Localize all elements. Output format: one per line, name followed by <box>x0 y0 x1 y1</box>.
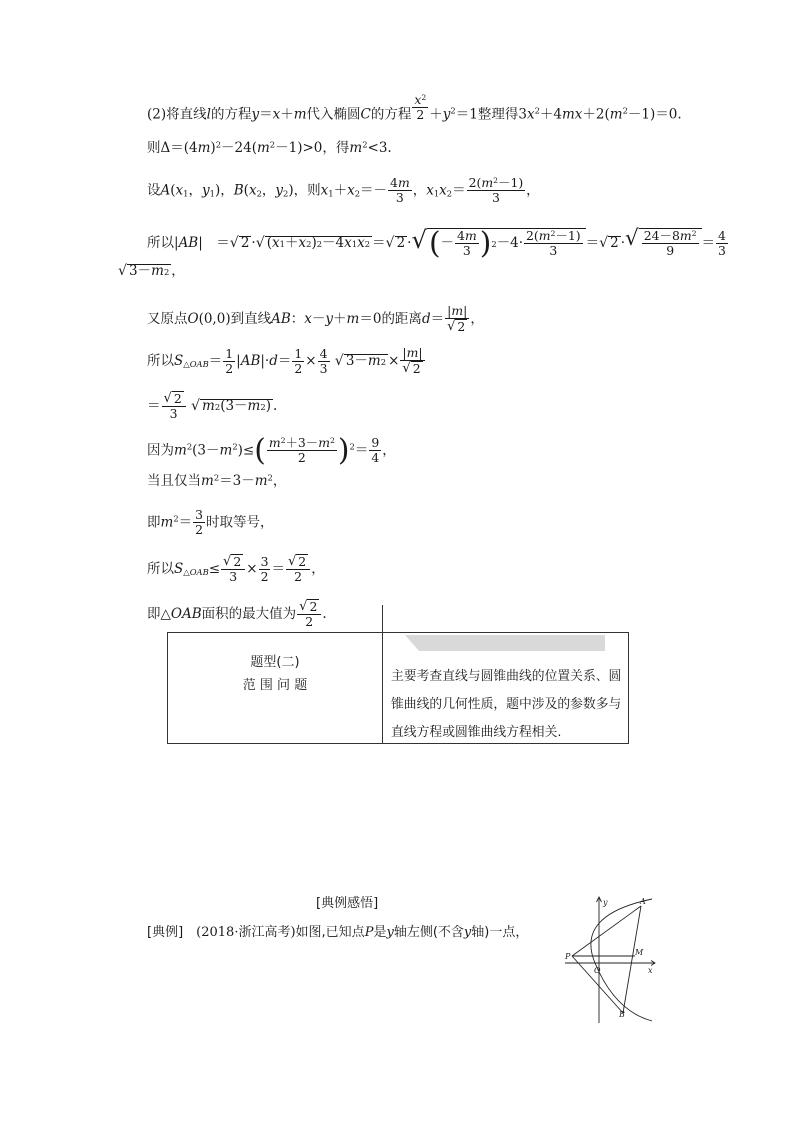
solution-line-2: 则$\Delta=(4m)^2-24(m^2-1)>0$，得$m^2<3$. <box>147 139 392 156</box>
text: 的方程 <box>210 106 252 123</box>
segment-PB <box>572 956 623 1013</box>
text: 当且仅当 <box>147 473 201 489</box>
text: 整理得 <box>477 106 519 123</box>
example-source: (2018·浙江高考) <box>196 925 296 940</box>
parabola-figure <box>555 893 665 1025</box>
text: 则 <box>147 140 161 156</box>
label-y: y <box>603 898 608 907</box>
example-tag: [典例] <box>147 925 184 940</box>
text: 轴)一点， <box>471 925 529 940</box>
text: 面积的最大值为 <box>201 605 297 622</box>
text: 的方程 <box>370 106 412 123</box>
topic-title: 题型(二) <box>250 654 300 670</box>
label-B: B <box>619 1010 625 1019</box>
label-A: A <box>640 897 646 906</box>
solution-line-13: 即△OAB面积的最大值为 √ 2 2 . <box>147 599 327 630</box>
label-P: P <box>565 952 571 961</box>
text: 时取等号， <box>206 514 274 531</box>
solution-line-4: 所以|AB| ＝ √ 2 · √ ( x 1 ＋ x 2 ) 2 －4 x 1 x 2 ＝ √ 2 · √ ( － $\frac{4m}{3}$ ) 2 －4· $\frac{2(m^2-1)}{3}$ ＝ √ 2 · √ $\frac{24-8m^2}{9}$ ＝ $\frac{4}{3}$ <box>147 225 726 261</box>
solution-line-5: √ 3－ m 2 ， <box>118 262 185 279</box>
solution-line-11: 即$m^2=$ $\frac{3}{2}$ 时取等号， <box>147 507 274 538</box>
text: 如图,已知点 <box>295 925 365 940</box>
solution-line-1: (2)将直线l的方程y＝x＋m代入椭圆C的方程 $\frac{x^2}{2}$ $+y^2=1$整理得$3x^2+4mx+2(m^2-1)=0$. <box>147 92 682 123</box>
text: 即 <box>147 514 161 531</box>
text: 轴左侧(不含 <box>393 925 464 940</box>
text: 所以 <box>147 560 174 577</box>
segment-AB <box>623 906 641 1013</box>
solution-line-3: 设$A(x_1$，$y_1$)，$B(x_2$，$y_2$)，则$x_1+x_2=-$ $\frac{4m}{3}$ ，$x_1x_2=$ $\frac{2(m^2-1)}{3}$ ， <box>147 175 540 206</box>
solution-line-7: 所以$S_{\triangle OAB}=$ $\frac{1}{2}$ |AB|·d＝ $\frac{1}{2}$ × $\frac{4}{3}$ √ 3－ m 2 × |m| √ 2 <box>147 345 423 377</box>
text: ，则 <box>293 182 321 199</box>
label-x: x <box>648 966 653 975</box>
section-heading: [典例感悟] <box>316 896 379 911</box>
solution-line-10: 当且仅当$m^2=3-m^2$， <box>147 472 287 489</box>
text: 是 <box>373 925 387 940</box>
solution-line-9: 因为$m^2(3-m^2)\le$( $\frac{m^2+3-m^2}{2}$ )$^2$＝ $\frac{9}{4}$ ， <box>147 432 396 468</box>
parabola-curve <box>591 899 652 1021</box>
text: 的距离 <box>381 310 422 327</box>
label-M: M <box>635 948 644 957</box>
text: 到直线 <box>230 310 272 327</box>
text: ，得 <box>322 140 350 156</box>
text: (2)将直线 <box>147 106 207 123</box>
topic-description: 主要考查直线与圆锥曲线的位置关系、圆锥曲线的几何性质，题中涉及的参数多与直线方程或圆锥曲线方程相关. <box>391 669 622 740</box>
topic-subtitle: 范 围 问 题 <box>242 678 308 693</box>
example-line: [典例] (2018·浙江高考)如图,已知点P是y轴左侧(不含y轴)一点， <box>147 925 529 940</box>
text: 设 <box>147 182 161 199</box>
text: 即△ <box>147 605 171 622</box>
segment-PA <box>572 906 641 956</box>
text: 又原点 <box>147 310 188 327</box>
solution-line-12: 所以$S_{\triangle OAB}\le$ √ 2 3 × $\frac{3}{2}$ ＝ √ 2 2 ， <box>147 553 325 585</box>
text: 所以| <box>147 234 179 251</box>
text: 代入椭圆 <box>306 106 361 123</box>
label-O: O <box>594 966 601 975</box>
topic-box <box>167 632 629 744</box>
header-bar-decoration <box>405 635 605 651</box>
solution-line-6: 又原点O(0,0)到直线AB：x－y＋m＝0的距离d＝ |m| √ 2 ， <box>147 303 484 335</box>
topic-box-right <box>383 633 628 743</box>
solution-line-8: ＝ √ 2 3 √ m 2 (3－ m 2 ) . <box>147 391 278 422</box>
topic-box-left <box>168 605 383 743</box>
text: 因为 <box>147 442 174 459</box>
text: 所以 <box>147 352 174 369</box>
